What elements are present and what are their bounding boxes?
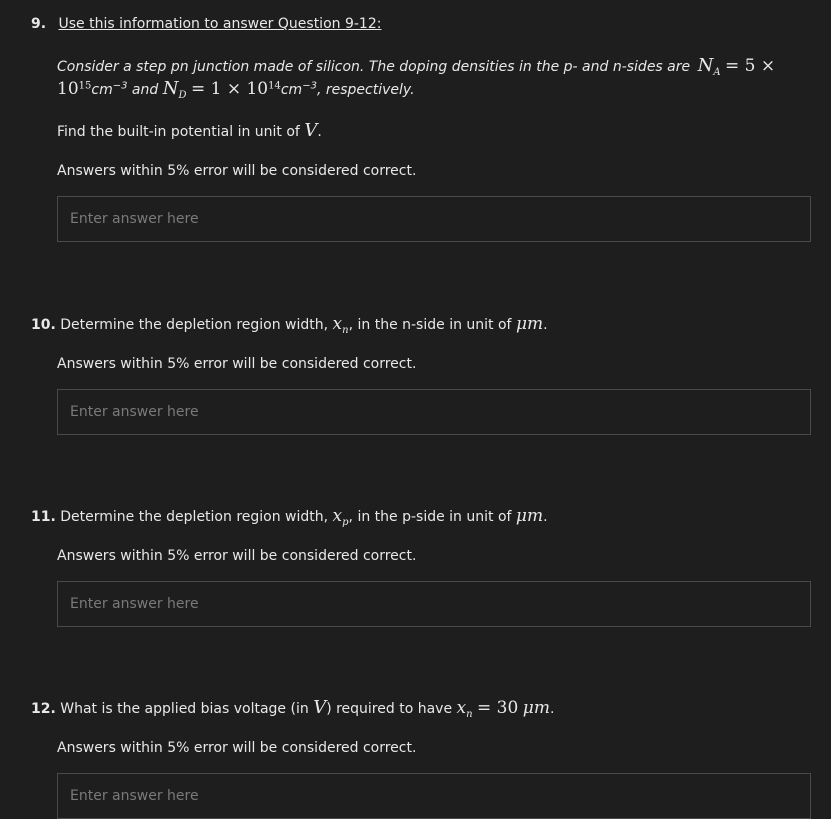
nd-symbol: N xyxy=(162,78,179,99)
unit-symbol: μm xyxy=(522,698,550,718)
and-text: and xyxy=(131,82,159,98)
voltage-unit-symbol: V xyxy=(313,697,327,718)
question-number: 12. xyxy=(31,701,56,717)
na-base: 10 xyxy=(57,79,79,99)
prompt-mid: , in the p-side in unit of xyxy=(348,509,512,525)
question-9-context-line-1 xyxy=(57,55,775,78)
question-12-answer-input[interactable] xyxy=(57,773,811,819)
question-10-header xyxy=(31,314,548,336)
nd-unit: cm xyxy=(280,82,303,98)
question-9-tolerance: Answers within 5% error will be considered correct. xyxy=(57,163,417,179)
prompt-mid: ) required to have xyxy=(326,701,453,717)
question-11-answer-input[interactable] xyxy=(57,581,811,627)
prompt-unit: V xyxy=(304,120,318,141)
prompt-suffix: . xyxy=(317,124,322,140)
na-subscript: A xyxy=(713,66,721,78)
variable-symbol: x xyxy=(332,314,343,334)
prompt-suffix: . xyxy=(543,509,548,525)
nd-value: = 1 × 10 xyxy=(190,79,269,99)
question-12-header xyxy=(31,697,554,720)
target-value: = 30 xyxy=(477,698,519,718)
variable-symbol: x xyxy=(456,698,467,718)
prompt-suffix: . xyxy=(549,701,555,717)
question-10-tolerance: Answers within 5% error will be considered correct. xyxy=(57,356,417,372)
question-9-answer-input[interactable] xyxy=(57,196,811,242)
na-exponent: 15 xyxy=(78,80,92,92)
unit-symbol: μm xyxy=(515,506,544,526)
nd-unit-exponent: −3 xyxy=(302,80,317,92)
variable-symbol: x xyxy=(332,506,343,526)
prompt-text: Determine the depletion region width, xyxy=(60,317,329,333)
unit-symbol: μm xyxy=(515,314,544,334)
prompt-mid: , in the n-side in unit of xyxy=(348,317,512,333)
nd-subscript: D xyxy=(178,89,187,101)
question-10-answer-input[interactable] xyxy=(57,389,811,435)
prompt-text: Determine the depletion region width, xyxy=(60,509,329,525)
na-symbol: N xyxy=(697,55,714,76)
variable-subscript: n xyxy=(466,708,473,720)
prompt-text: What is the applied bias voltage (in xyxy=(60,701,309,717)
prompt-suffix: . xyxy=(543,317,548,333)
na-unit: cm xyxy=(91,82,113,98)
context-text: Consider a step pn junction made of silicon. The doping densities in the p- and n-sides are xyxy=(57,59,691,75)
na-unit-exponent: −3 xyxy=(112,80,128,92)
question-12-tolerance: Answers within 5% error will be considered correct. xyxy=(57,740,417,756)
prompt-text: Find the built-in potential in unit of xyxy=(57,124,300,140)
question-number: 10. xyxy=(31,317,56,333)
question-number: 9. xyxy=(31,16,47,32)
question-9-header xyxy=(31,16,381,32)
question-9-context-line-2 xyxy=(57,78,415,101)
context-suffix: , respectively. xyxy=(316,82,415,98)
question-11-header xyxy=(31,506,548,528)
question-9-title: Use this information to answer Question 9-12: xyxy=(58,16,382,32)
variable-subscript: n xyxy=(342,324,349,336)
question-11-tolerance: Answers within 5% error will be considered correct. xyxy=(57,548,417,564)
question-9-prompt xyxy=(57,120,322,141)
variable-subscript: p xyxy=(342,516,349,528)
na-value: = 5 × xyxy=(725,56,776,76)
nd-exponent: 14 xyxy=(268,80,281,92)
question-number: 11. xyxy=(31,509,56,525)
